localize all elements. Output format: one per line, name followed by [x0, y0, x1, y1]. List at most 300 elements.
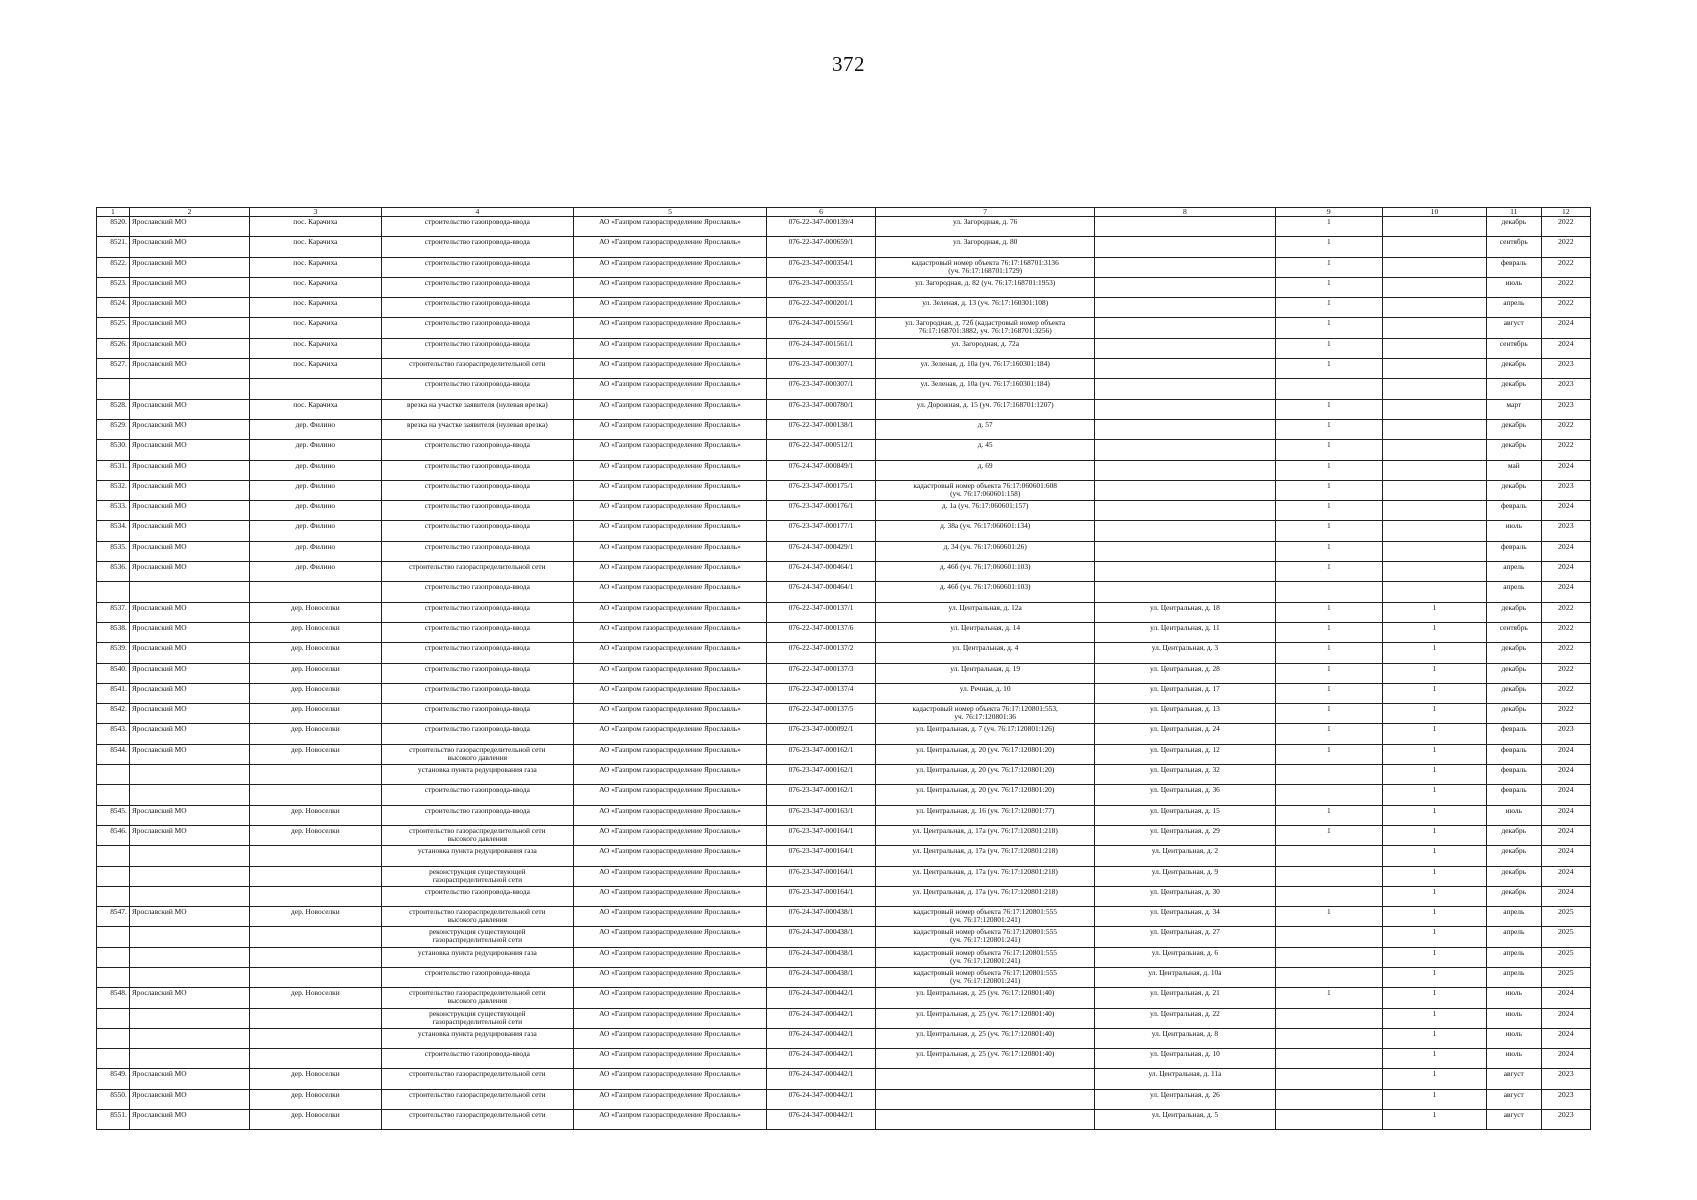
count-col10: 1 [1432, 683, 1437, 693]
table-row [97, 1069, 1591, 1089]
locality-cell [250, 318, 381, 338]
organization-cell [574, 602, 767, 622]
month: февраль [1500, 541, 1527, 551]
address: ул. Центральная, д. 12а [948, 602, 1022, 612]
address-secondary-cell [1095, 1049, 1276, 1069]
row-number: 8551. [110, 1110, 127, 1120]
row-number-cell [97, 744, 130, 764]
organization: АО «Газпром газораспределение Ярославль» [599, 683, 741, 693]
count-col9-cell [1275, 663, 1382, 683]
organization: АО «Газпром газораспределение Ярославль» [599, 886, 741, 896]
count-col9-cell [1275, 480, 1382, 500]
organization-cell [574, 440, 767, 460]
application-code: 076-24-347-001561/1 [788, 338, 854, 348]
application-code: 076-23-347-000177/1 [788, 521, 854, 531]
organization: АО «Газпром газораспределение Ярославль» [599, 217, 741, 226]
year: 2022 [1558, 217, 1574, 226]
count-col10-cell [1382, 257, 1486, 277]
address-cell [876, 217, 1095, 237]
municipality-cell [129, 582, 249, 602]
count-col10: 1 [1432, 785, 1437, 795]
count-col10-cell [1382, 298, 1486, 318]
application-code: 076-23-347-000175/1 [788, 480, 854, 490]
count-col9-cell [1275, 724, 1382, 744]
municipality-cell [129, 907, 249, 927]
address: ул. Загородная, д. 72б (кадастровый номер объекта [905, 318, 1066, 328]
application-code-cell [766, 663, 875, 683]
work-type-cell [381, 988, 574, 1008]
work-type: врезка на участке заявителя (нулевая врезка) [406, 419, 548, 429]
application-code-cell [766, 541, 875, 561]
address-secondary: ул. Центральная, д. 12 [1149, 744, 1220, 754]
organization-cell [574, 582, 767, 602]
count-col10: 1 [1432, 1008, 1437, 1018]
row-number: 8548. [110, 988, 127, 998]
address-secondary-cell [1095, 663, 1276, 683]
address: ул. Центральная, д. 17а (уч. 76:17:120801:218) [912, 886, 1058, 896]
work-type: строительство газопровода-ввода [424, 683, 530, 693]
municipality-cell [129, 765, 249, 785]
month: декабрь [1501, 440, 1527, 450]
work-type-cell [381, 217, 574, 237]
address-secondary: ул. Центральная, д. 6 [1151, 947, 1219, 957]
month: август [1503, 1089, 1524, 1099]
row-number-cell [97, 379, 130, 399]
application-code-cell [766, 318, 875, 338]
municipality: Ярославский МО [131, 562, 187, 572]
year: 2024 [1558, 541, 1574, 551]
work-type-cell [381, 622, 574, 642]
address: ул. Центральная, д. 20 (уч. 76:17:120801:20) [916, 744, 1055, 754]
municipality-cell [129, 562, 249, 582]
month: апрель [1503, 298, 1525, 308]
municipality-cell [129, 338, 249, 358]
count-col10: 1 [1432, 805, 1437, 815]
month: апрель [1503, 562, 1525, 572]
address: ул. Центральная, д. 25 (уч. 76:17:120801:40) [916, 988, 1055, 998]
work-type-cell [381, 1028, 574, 1048]
address-secondary-cell [1095, 277, 1276, 297]
table-row [97, 805, 1591, 825]
municipality: Ярославский МО [131, 724, 187, 734]
municipality: Ярославский МО [131, 805, 187, 815]
work-type: строительство газопровода-ввода [424, 967, 530, 977]
count-col10-cell [1382, 622, 1486, 642]
organization: АО «Газпром газораспределение Ярославль» [599, 237, 741, 247]
address-continued: (уч. 76:17:060601:158) [950, 488, 1021, 498]
address: кадастровый номер объекта 76:17:120801:555 [913, 927, 1057, 937]
address-cell [876, 704, 1095, 724]
locality: дер. Новоселки [291, 683, 340, 693]
locality-cell [250, 379, 381, 399]
work-type: строительство газопровода-ввода [424, 643, 530, 653]
municipality: Ярославский МО [131, 359, 187, 369]
count-col10-cell [1382, 1110, 1486, 1130]
month: декабрь [1501, 379, 1527, 389]
municipality: Ярославский МО [131, 907, 187, 917]
address-cell [876, 967, 1095, 987]
application-code-cell [766, 907, 875, 927]
month-cell [1486, 765, 1541, 785]
row-number: 8526. [110, 338, 127, 348]
municipality-cell [129, 602, 249, 622]
work-type: строительство газораспределительной сети [409, 744, 546, 754]
row-number-cell [97, 988, 130, 1008]
table-row [97, 988, 1591, 1008]
application-code-cell [766, 927, 875, 947]
application-code-cell [766, 359, 875, 379]
address-secondary-cell [1095, 582, 1276, 602]
work-type-cell [381, 602, 574, 622]
count-col10: 1 [1432, 704, 1437, 714]
table-row [97, 602, 1591, 622]
municipality-cell [129, 1069, 249, 1089]
year: 2023 [1558, 521, 1574, 531]
year-cell [1541, 825, 1590, 845]
municipality: Ярославский МО [131, 298, 187, 308]
work-type-cell [381, 399, 574, 419]
municipality: Ярославский МО [131, 460, 187, 470]
count-col10: 1 [1432, 988, 1437, 998]
month-cell [1486, 825, 1541, 845]
work-type-cell [381, 582, 574, 602]
address-cell [876, 1069, 1095, 1089]
column-number: 10 [1382, 208, 1486, 217]
locality: пос. Карачиха [293, 399, 338, 409]
count-col9: 1 [1326, 988, 1331, 998]
work-type-continued: газораспределительной сети [432, 935, 523, 945]
work-type: строительство газопровода-ввода [424, 277, 530, 287]
organization: АО «Газпром газораспределение Ярославль» [599, 805, 741, 815]
organization: АО «Газпром газораспределение Ярославль» [599, 622, 741, 632]
address: д. 34 (уч. 76:17:060601:26) [943, 541, 1027, 551]
count-col9: 1 [1326, 440, 1331, 450]
month: февраль [1500, 724, 1527, 734]
table-row [97, 1049, 1591, 1069]
locality: дер. Новоселки [291, 825, 340, 835]
application-code-cell [766, 480, 875, 500]
locality-cell [250, 744, 381, 764]
count-col9: 1 [1326, 602, 1331, 612]
row-number-cell [97, 907, 130, 927]
month-cell [1486, 886, 1541, 906]
locality-cell [250, 988, 381, 1008]
table-row [97, 419, 1591, 439]
row-number: 8536. [110, 562, 127, 572]
work-type-cell [381, 907, 574, 927]
count-col9-cell [1275, 257, 1382, 277]
month: декабрь [1501, 359, 1527, 369]
address-secondary-cell [1095, 602, 1276, 622]
address-cell [876, 663, 1095, 683]
address-cell [876, 724, 1095, 744]
work-type: строительство газопровода-ввода [424, 318, 530, 328]
count-col9-cell [1275, 785, 1382, 805]
count-col9: 1 [1326, 724, 1331, 734]
row-number-cell [97, 622, 130, 642]
year: 2024 [1558, 765, 1574, 775]
row-number-cell [97, 846, 130, 866]
address: ул. Центральная, д. 16 (уч. 76:17:120801:77) [916, 805, 1055, 815]
organization: АО «Газпром газораспределение Ярославль» [599, 947, 741, 957]
work-type: строительство газопровода-ввода [424, 501, 530, 511]
locality: дер. Новоселки [291, 805, 340, 815]
work-type: врезка на участке заявителя (нулевая врезка) [406, 399, 548, 409]
address: ул. Зеленая, д. 13 (уч. 76:17:160301:108) [922, 298, 1049, 308]
count-col9-cell [1275, 318, 1382, 338]
month-cell [1486, 704, 1541, 724]
count-col9: 1 [1326, 359, 1331, 369]
row-number: 8541. [110, 683, 127, 693]
address-cell [876, 582, 1095, 602]
work-type-cell [381, 643, 574, 663]
row-number-cell [97, 683, 130, 703]
count-col10-cell [1382, 277, 1486, 297]
application-code-cell [766, 582, 875, 602]
application-code-cell [766, 765, 875, 785]
address-secondary-cell [1095, 359, 1276, 379]
work-type: строительство газопровода-ввода [424, 521, 530, 531]
address-cell [876, 460, 1095, 480]
row-number: 8547. [110, 907, 127, 917]
month-cell [1486, 988, 1541, 1008]
work-type: строительство газопровода-ввода [424, 217, 530, 226]
address-cell [876, 866, 1095, 886]
address: ул. Загородная, д. 72а [951, 338, 1020, 348]
count-col9-cell [1275, 440, 1382, 460]
application-code-cell [766, 744, 875, 764]
count-col9-cell [1275, 298, 1382, 318]
count-col10: 1 [1432, 602, 1437, 612]
locality-cell [250, 886, 381, 906]
application-code: 076-23-347-000164/1 [788, 825, 854, 835]
row-number-cell [97, 480, 130, 500]
locality-cell [250, 724, 381, 744]
work-type-cell [381, 257, 574, 277]
locality-cell [250, 582, 381, 602]
month-cell [1486, 237, 1541, 257]
application-code: 076-24-347-000438/1 [788, 967, 854, 977]
count-col9-cell [1275, 582, 1382, 602]
count-col9: 1 [1326, 562, 1331, 572]
row-number: 8546. [110, 825, 127, 835]
count-col10-cell [1382, 562, 1486, 582]
organization: АО «Газпром газораспределение Ярославль» [599, 1089, 741, 1099]
count-col10-cell [1382, 886, 1486, 906]
count-col10-cell [1382, 825, 1486, 845]
municipality-cell [129, 298, 249, 318]
year-cell [1541, 1028, 1590, 1048]
count-col10: 1 [1432, 1110, 1437, 1120]
year: 2023 [1558, 1089, 1574, 1099]
locality: дер. Новоселки [291, 1069, 340, 1079]
month-cell [1486, 643, 1541, 663]
row-number-cell [97, 886, 130, 906]
count-col10-cell [1382, 663, 1486, 683]
count-col10-cell [1382, 704, 1486, 724]
municipality: Ярославский МО [131, 704, 187, 714]
address: кадастровый номер объекта 76:17:168701:3136 [911, 257, 1059, 267]
work-type-cell [381, 338, 574, 358]
row-number-cell [97, 602, 130, 622]
count-col9-cell [1275, 825, 1382, 845]
organization: АО «Газпром газораспределение Ярославль» [599, 521, 741, 531]
organization: АО «Газпром газораспределение Ярославль» [599, 460, 741, 470]
row-number: 8538. [110, 622, 127, 632]
month-cell [1486, 582, 1541, 602]
table-row [97, 927, 1591, 947]
municipality: Ярославский МО [131, 683, 187, 693]
locality-cell [250, 704, 381, 724]
locality-cell [250, 501, 381, 521]
month-cell [1486, 602, 1541, 622]
municipality-cell [129, 927, 249, 947]
organization-cell [574, 927, 767, 947]
work-type-cell [381, 927, 574, 947]
table-row [97, 562, 1591, 582]
table-row [97, 1008, 1591, 1028]
municipality-cell [129, 886, 249, 906]
row-number-cell [97, 1008, 130, 1028]
organization: АО «Газпром газораспределение Ярославль» [599, 846, 741, 856]
application-code-cell [766, 217, 875, 237]
count-col10-cell [1382, 318, 1486, 338]
address: ул. Центральная, д. 19 [950, 663, 1021, 673]
count-col10-cell [1382, 480, 1486, 500]
year-cell [1541, 643, 1590, 663]
address: ул. Центральная, д. 25 (уч. 76:17:120801:40) [916, 1049, 1055, 1059]
count-col9-cell [1275, 907, 1382, 927]
address-secondary-cell [1095, 338, 1276, 358]
address-secondary: ул. Центральная, д. 3 [1151, 643, 1219, 653]
column-number: 11 [1486, 208, 1541, 217]
municipality-cell [129, 704, 249, 724]
row-number: 8530. [110, 440, 127, 450]
address-secondary: ул. Центральная, д. 34 [1149, 907, 1220, 917]
municipality-cell [129, 359, 249, 379]
work-type-continued: газораспределительной сети [432, 1016, 523, 1026]
application-code-cell [766, 785, 875, 805]
month: декабрь [1501, 419, 1527, 429]
locality: пос. Карачиха [293, 257, 338, 267]
organization: АО «Газпром газораспределение Ярославль» [599, 582, 741, 592]
application-code-cell [766, 277, 875, 297]
address-secondary-cell [1095, 825, 1276, 845]
count-col9: 1 [1326, 704, 1331, 714]
municipality: Ярославский МО [131, 602, 187, 612]
application-code: 076-22-347-000137/2 [788, 643, 854, 653]
work-type-cell [381, 1008, 574, 1028]
locality-cell [250, 683, 381, 703]
row-number: 8525. [110, 318, 127, 328]
table-row [97, 501, 1591, 521]
year-cell [1541, 704, 1590, 724]
application-code-cell [766, 866, 875, 886]
row-number: 8531. [110, 460, 127, 470]
month: апрель [1503, 947, 1525, 957]
work-type: строительство газораспределительной сети [409, 1089, 546, 1099]
address-cell [876, 947, 1095, 967]
year-cell [1541, 399, 1590, 419]
municipality: Ярославский МО [131, 744, 187, 754]
work-type-cell [381, 277, 574, 297]
locality: дер. Филино [295, 521, 336, 531]
count-col9-cell [1275, 379, 1382, 399]
year-cell [1541, 1008, 1590, 1028]
locality-cell [250, 399, 381, 419]
count-col10-cell [1382, 947, 1486, 967]
row-number-cell [97, 419, 130, 439]
application-code: 076-24-347-000442/1 [788, 1110, 854, 1120]
count-col9-cell [1275, 460, 1382, 480]
application-code: 076-23-347-000354/1 [788, 257, 854, 267]
column-number: 4 [381, 208, 574, 217]
month-cell [1486, 440, 1541, 460]
locality: дер. Новоселки [291, 663, 340, 673]
address-secondary-cell [1095, 237, 1276, 257]
page-number: 372 [832, 52, 865, 76]
work-type: строительство газопровода-ввода [424, 886, 530, 896]
address-continued: (уч. 76:17:120801:241) [950, 975, 1021, 985]
row-number-cell [97, 765, 130, 785]
address: д. 38а (уч. 76:17:060601:134) [940, 521, 1031, 531]
work-type-cell [381, 419, 574, 439]
locality-cell [250, 825, 381, 845]
table-row [97, 440, 1591, 460]
month-cell [1486, 562, 1541, 582]
address-cell [876, 765, 1095, 785]
organization-cell [574, 622, 767, 642]
year: 2023 [1558, 1110, 1574, 1120]
count-col9: 1 [1326, 257, 1331, 267]
address-secondary-cell [1095, 927, 1276, 947]
address-secondary-cell [1095, 704, 1276, 724]
work-type-cell [381, 562, 574, 582]
row-number-cell [97, 1069, 130, 1089]
organization: АО «Газпром газораспределение Ярославль» [599, 419, 741, 429]
row-number-cell [97, 785, 130, 805]
year-cell [1541, 541, 1590, 561]
count-col9-cell [1275, 765, 1382, 785]
address-secondary: ул. Центральная, д. 11а [1148, 1069, 1222, 1079]
application-code: 076-22-347-000512/1 [788, 440, 854, 450]
organization-cell [574, 643, 767, 663]
row-number: 8549. [110, 1069, 127, 1079]
table-row [97, 825, 1591, 845]
column-number: 6 [766, 208, 875, 217]
register-table [96, 207, 1591, 1130]
address: кадастровый номер объекта 76:17:120801:555 [913, 967, 1057, 977]
work-type-cell [381, 237, 574, 257]
month-cell [1486, 460, 1541, 480]
year-cell [1541, 744, 1590, 764]
application-code-cell [766, 399, 875, 419]
address: д. 46б (уч. 76:17:060601:103) [939, 562, 1031, 572]
row-number: 8534. [110, 521, 127, 531]
municipality-cell [129, 846, 249, 866]
work-type: строительство газораспределительной сети [409, 562, 546, 572]
row-number-cell [97, 217, 130, 237]
year-cell [1541, 217, 1590, 237]
organization: АО «Газпром газораспределение Ярославль» [599, 480, 741, 490]
organization: АО «Газпром газораспределение Ярославль» [599, 379, 741, 389]
table-row [97, 683, 1591, 703]
table-row [97, 1028, 1591, 1048]
address-secondary: ул. Центральная, д. 36 [1149, 785, 1220, 795]
locality: дер. Новоселки [291, 1110, 340, 1120]
table-row [97, 744, 1591, 764]
address-secondary-cell [1095, 622, 1276, 642]
